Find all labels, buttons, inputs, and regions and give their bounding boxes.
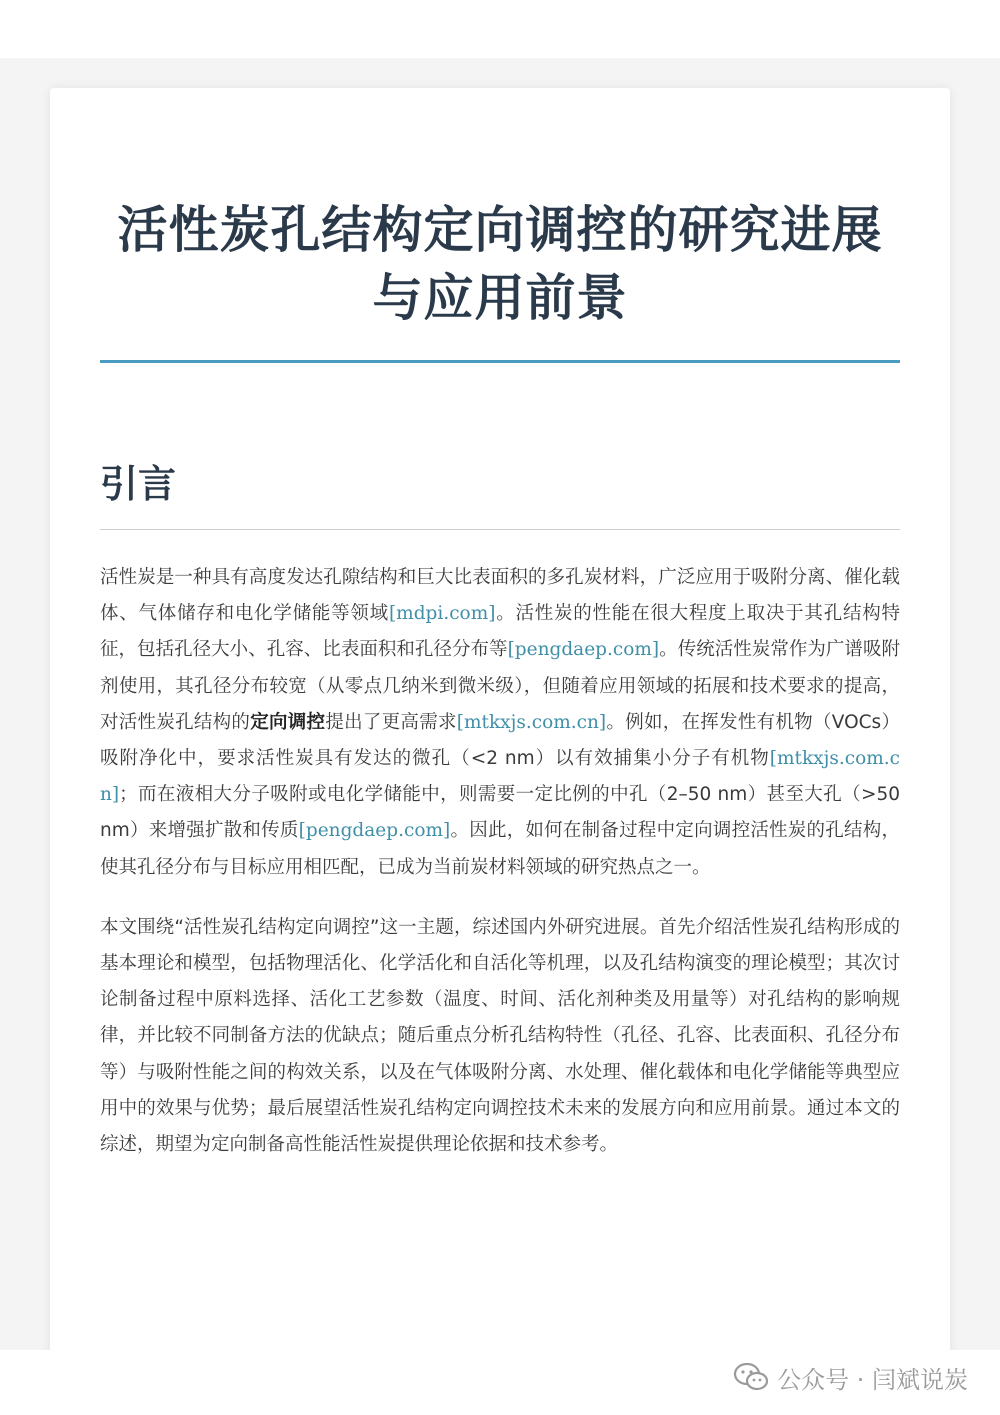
citation-link[interactable]: [pengdaep.com] bbox=[507, 639, 660, 661]
paragraph-text: 。因此，如何在制备过程中定向调控活性炭的孔结构，使其孔径分布与目标应用相匹配，已成为当前炭材料领域的研究热点之一。 bbox=[100, 820, 900, 878]
document-title: 活性炭孔结构定向调控的研究进展与应用前景 bbox=[117, 201, 883, 327]
citation-link[interactable]: [mdpi.com] bbox=[388, 603, 496, 625]
citation-link[interactable]: [mtkxjs.com.cn] bbox=[456, 711, 607, 733]
citation-link[interactable]: [mtkxjs.com.cn] bbox=[100, 748, 900, 806]
paragraph-text: 。例如，在挥发性有机物（VOCs）吸附净化中，要求活性炭具有发达的微孔（<2 nm）以有效捕集小分子有机物 bbox=[100, 711, 900, 770]
section-heading-introduction: 引言 bbox=[100, 462, 177, 506]
paragraph-text: 活性炭是一种具有高度发达孔隙结构和巨大比表面积的多孔炭材料，广泛应用于吸附分离、催化载体、气体储存和电化学储能等领域 bbox=[100, 567, 900, 625]
section-divider bbox=[100, 529, 900, 530]
top-margin bbox=[0, 0, 1000, 58]
intro-paragraph-1 bbox=[100, 560, 900, 886]
paragraph-text: 。传统活性炭常作为广谱吸附剂使用，其孔径分布较宽（从零点几纳米到微米级），但随着应用领域的拓展和技术要求的提高，对活性炭孔结构的 bbox=[100, 639, 900, 733]
intro-paragraph-2: 本文围绕“活性炭孔结构定向调控”这一主题，综述国内外研究进展。首先介绍活性炭孔结构形成的基本理论和模型，包括物理活化、化学活化和自活化等机理，以及孔结构演变的理论模型；其次讨论制备过程中原料选择、活化工艺参数（温度、时间、活化剂种类及用量等）对孔结构的影响规律，并比较不同制备方法的优缺点；随后重点分析孔结构特性（孔径、孔容、比表面积、孔径分布等）与吸附性能之间的构效关系，以及在气体吸附分离、水处理、催化载体和电化学储能等典型应用中的效果与优势；最后展望活性炭孔结构定向调控技术未来的发展方向和应用前景。通过本文的综述，期望为定向制备高性能活性炭提供理论依据和技术参考。 bbox=[100, 916, 900, 1156]
document-page bbox=[50, 88, 950, 1378]
wechat-icon bbox=[733, 1362, 769, 1392]
watermark bbox=[733, 1357, 968, 1397]
paragraph-text: 提出了更高需求 bbox=[325, 711, 457, 733]
watermark-text: 公众号 · 闫斌说炭 bbox=[777, 1365, 968, 1394]
title-divider bbox=[100, 360, 900, 363]
citation-link[interactable]: [pengdaep.com] bbox=[298, 820, 451, 842]
emphasis-text: 定向调控 bbox=[250, 711, 326, 733]
paragraph-text: 。活性炭的性能在很大程度上取决于其孔结构特征，包括孔径大小、孔容、比表面积和孔径分布等 bbox=[100, 603, 900, 661]
paragraph-text: ；而在液相大分子吸附或电化学储能中，则需要一定比例的中孔（2–50 nm）甚至大孔（>50 nm）来增强扩散和传质 bbox=[100, 784, 900, 842]
